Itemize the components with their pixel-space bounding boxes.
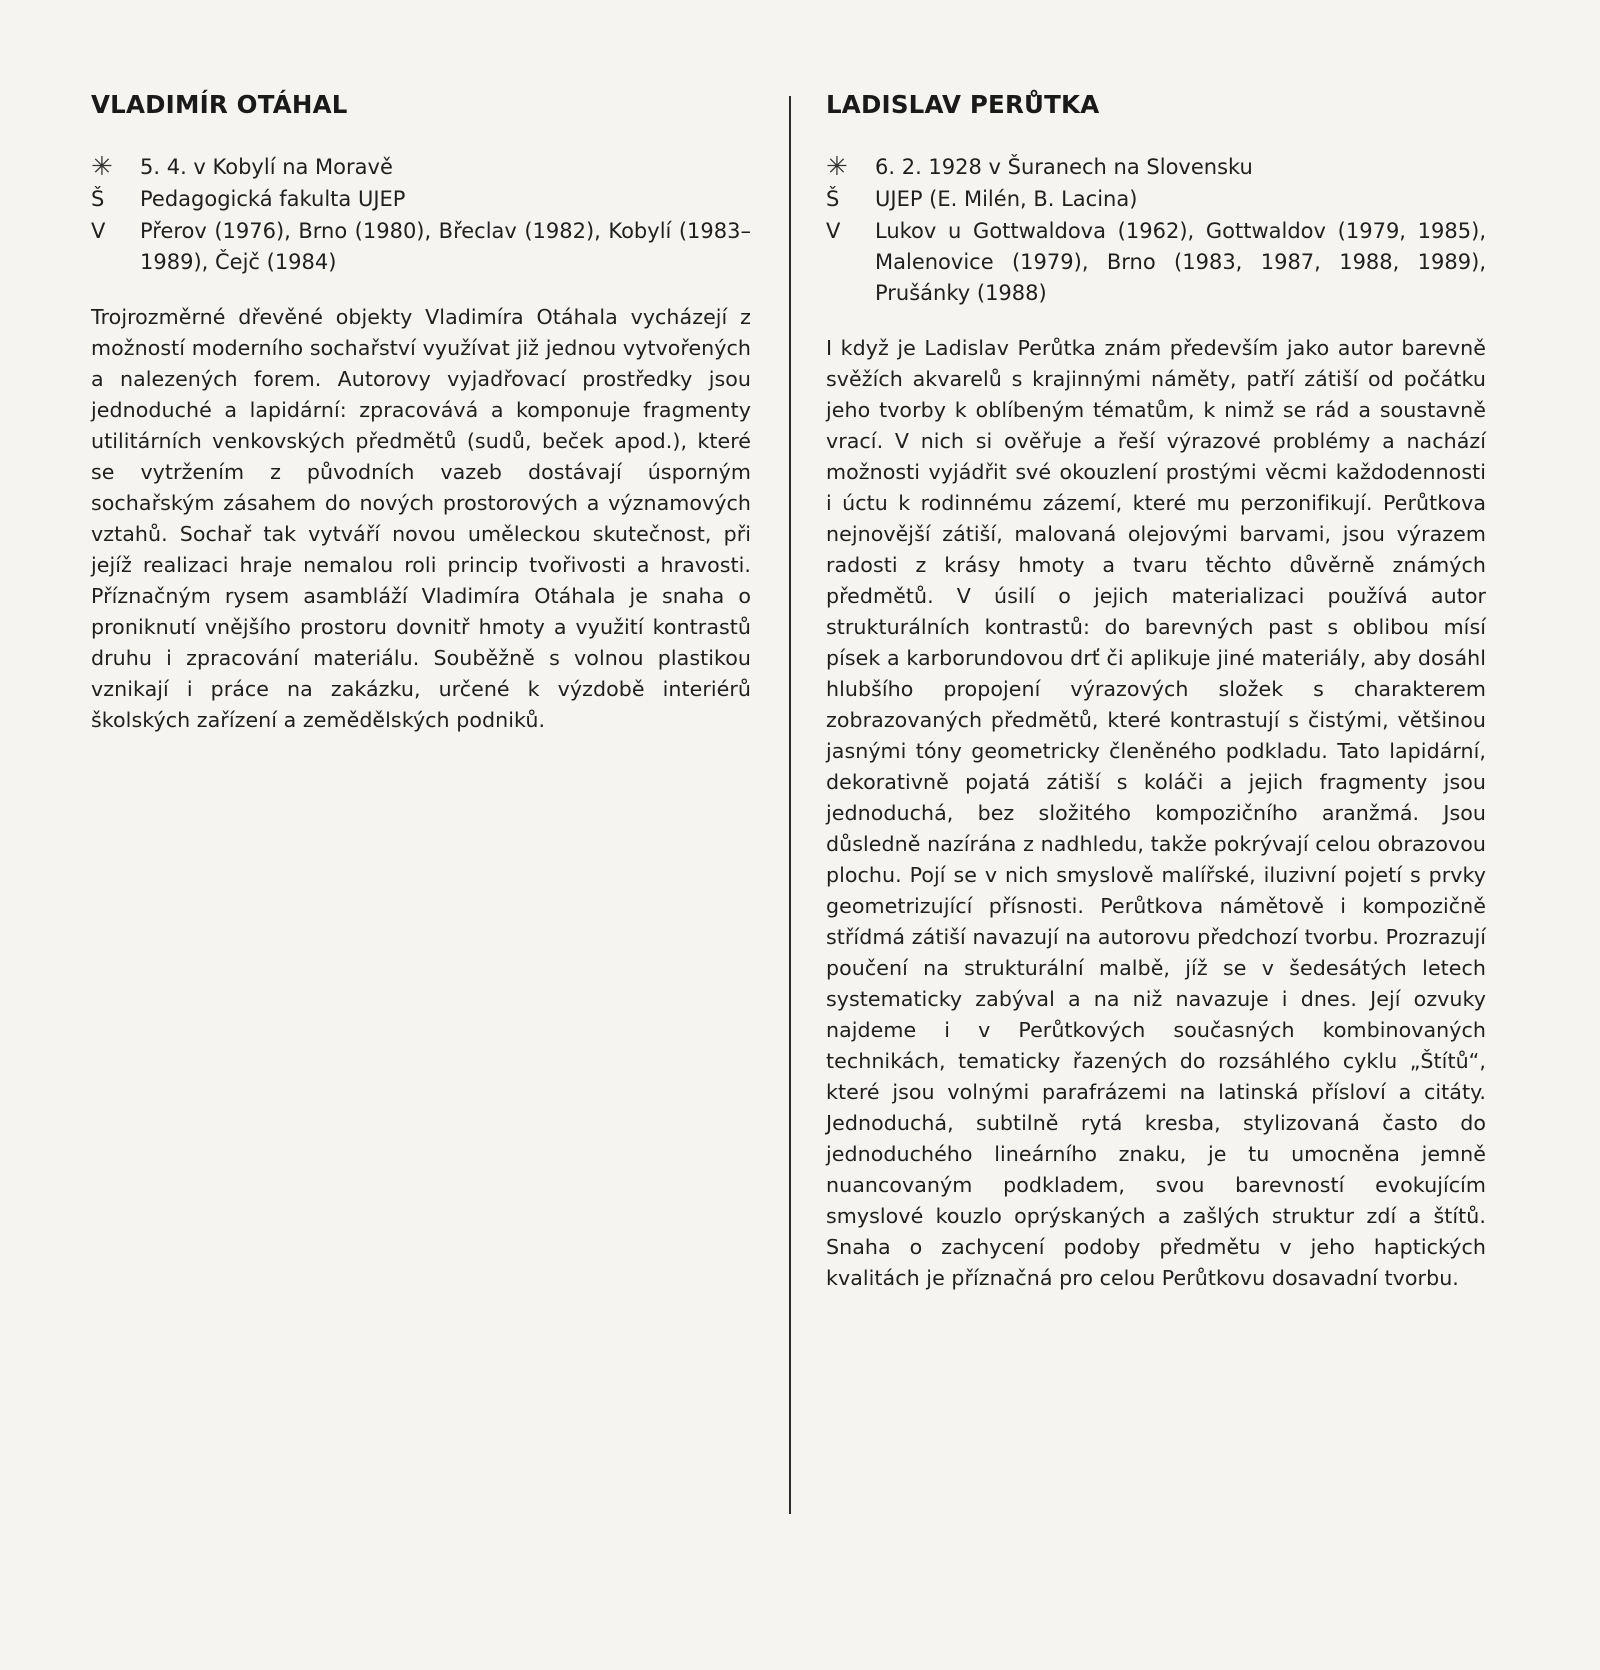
bio-school [91, 184, 751, 215]
bio-birth [91, 152, 751, 183]
artist-description: I když je Ladislav Perůtka znám především jako autor barevně svěžích akvarelů s krajinnými náměty, patří zátiší od počátku jeho tvorby k oblíbeným tématům, k nimž se rád a soustavně vrací. V nich si ověřuje a řeší výrazové problémy a nachází možnosti vyjádřit své okouzlení prostými věcmi každodennosti i úctu k rodinnému zázemí, které mu perzonifikují. Perůtkova nejnovější zátiší, malovaná olejovými barvami, jsou výrazem radosti z krásy hmoty a tvaru těchto důvěrně známých předmětů. V úsilí o jejich materializaci používá autor strukturálních kontrastů: do barevných past s oblibou mísí písek a karborundovou drť či aplikuje jiné materiály, aby dosáhl hlubšího propojení výrazových složek s charakterem zobrazovaných předmětů, které kontrastují s čistými, většinou jasnými tóny geometricky členěného podkladu. Tato lapidární, dekorativně pojatá zátiší s koláči a jejich fragmenty jsou jednoduchá, bez složitého kompozičního aranžmá. Jsou důsledně nazírána z nadhledu, takže pokrývají celou obrazovou plochu. Pojí se v nich smyslově malířské, iluzivní pojetí s prvky geometrizující přísnosti. Perůtkova námětově i kompozičně střídmá zátiší navazují na autorovu předchozí tvorbu. Prozrazují poučení na strukturální malbě, jíž se v šedesátých letech systematicky zabýval a na niž navazuje i dnes. Její ozvuky najdeme i v Perůtkových současných kombinovaných technikách, tematicky řazených do rozsáhlého cyklu „Štítů“, které jsou volnými parafrázemi na latinská přísloví a citáty. Jednoduchá, subtilně rytá kresba, stylizovaná často do jednoduchého lineárního znaku, je tu umocněna jemně nuancovaným podkladem, svou barevností evokujícím smyslové kouzlo oprýskaných a zašlých struktur zdí a štítů. Snaha o zachycení podoby předmětu v jeho haptických kvalitách je příznačná pro celou Perůtkovu dosavadní tvorbu. [826, 336, 1486, 1290]
bio-school [826, 184, 1486, 215]
bio-birth-text: 5. 4. v Kobylí na Moravě [140, 155, 393, 179]
bio-exhibitions-text: Přerov (1976), Brno (1980), Břeclav (1982), Kobylí (1983–1989), Čejč (1984) [140, 219, 751, 274]
artist-description: Trojrozměrné dřevěné objekty Vladimíra Otáhala vycházejí z možností moderního sochařství využívat již jednou vytvořených a nalezených forem. Autorovy vyjadřovací prostředky jsou jednoduché a lapidární: zpracovává a komponuje fragmenty utilitárních venkovských předmětů (sudů, beček apod.), které se vytržením z původních vazeb dostávají úsporným sochařským zásahem do nových prostorových a významových vztahů. Sochař tak vytváří novou uměleckou skutečnost, při jejíž realizaci hraje nemalou roli princip tvořivosti a hravosti. Příznačným rysem asambláží Vladimíra Otáhala je snaha o proniknutí vnějšího prostoru dovnitř hmoty a využití kontrastů druhu i zpracování materiálu. Souběžně s volnou plastikou vznikají i práce na zakázku, určené k výzdobě interiérů školských zařízení a zemědělských podniků. [91, 305, 751, 732]
bio-exhibitions-text: Lukov u Gottwaldova (1962), Gottwaldov (1979, 1985), Malenovice (1979), Brno (1983, 1987, 1988, 1989), Prušánky (1988) [875, 219, 1486, 305]
birth-asterisk-icon: ✳ [91, 152, 113, 182]
right-column [826, 88, 1486, 1294]
bio-school-text: UJEP (E. Milén, B. Lacina) [875, 187, 1138, 211]
bio-birth-text: 6. 2. 1928 v Šuranech na Slovensku [875, 155, 1253, 179]
column-divider [789, 96, 791, 1514]
bio-exhibitions-mark: V [826, 219, 841, 243]
bio-school-text: Pedagogická fakulta UJEP [140, 187, 406, 211]
bio-school-mark: Š [91, 187, 105, 211]
bio-exhibitions [91, 216, 751, 278]
artist-bio [91, 152, 751, 278]
left-column [91, 88, 751, 736]
bio-birth [826, 152, 1486, 183]
artist-name: LADISLAV PERŮTKA [826, 90, 1100, 119]
bio-exhibitions-mark: V [91, 219, 106, 243]
birth-asterisk-icon: ✳ [826, 152, 848, 182]
artist-name: VLADIMÍR OTÁHAL [91, 90, 348, 119]
bio-school-mark: Š [826, 187, 840, 211]
bio-exhibitions [826, 216, 1486, 309]
artist-bio [826, 152, 1486, 309]
